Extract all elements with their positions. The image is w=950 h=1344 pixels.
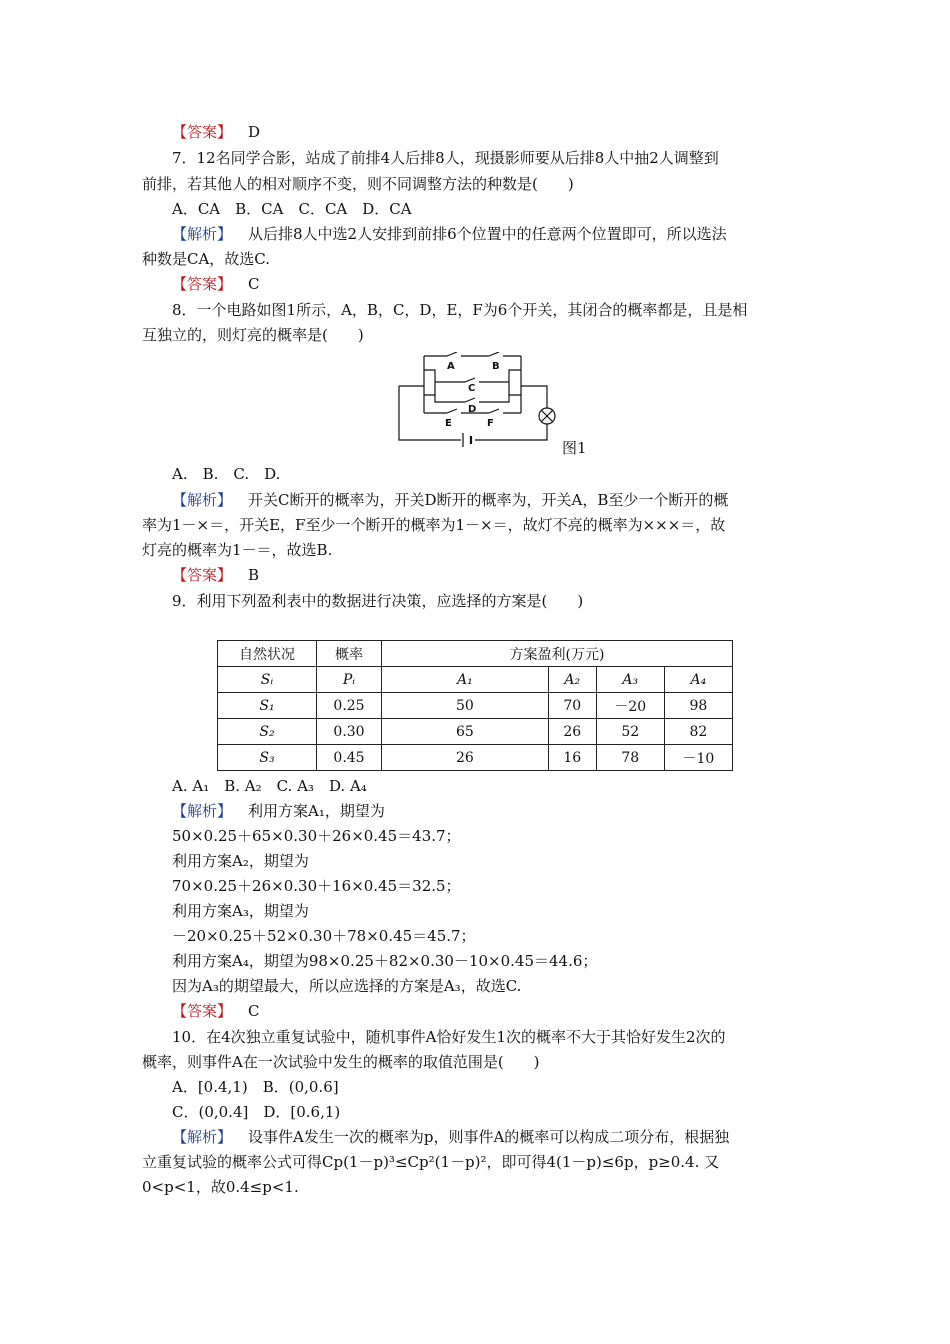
explanation-tag: 【解析】 (172, 225, 233, 243)
table-cell: 52 (596, 719, 664, 745)
table-header-cell: 概率 (317, 641, 382, 667)
answer-tag: 【答案】 (172, 275, 233, 293)
circuit-wire (509, 370, 521, 395)
explanation-text: 从后排8人中选2人安排到前排6个位置中的任意两个位置即可，所以选法 (248, 225, 727, 243)
circuit-wire (424, 370, 435, 395)
table-header-cell: Pᵢ (317, 667, 382, 693)
figure-label: 图1 (562, 439, 587, 457)
explanation-9-line-7: 利用方案A₄，期望为98×0.25＋82×0.30－10×0.45＝44.6； (172, 952, 598, 970)
answer-tag: 【答案】 (172, 123, 233, 141)
question-9-options: A. A₁ B. A₂ C. A₃ D. A₄ (172, 777, 367, 795)
question-8-line-2: 互独立的，则灯亮的概率是( ) (142, 326, 364, 344)
table-cell: S₂ (218, 719, 317, 745)
table-cell: 70 (548, 693, 596, 719)
question-7-line-1: 7．12名同学合影，站成了前排4人后排8人，现摄影师要从后排8人中抽2人调整到 (172, 149, 719, 167)
table-cell: 50 (382, 693, 549, 719)
table-cell: 78 (596, 745, 664, 771)
table-header-cell: A₃ (596, 667, 664, 693)
question-10-line-2: 概率，则事件A在一次试验中发生的概率的取值范围是( ) (142, 1053, 540, 1071)
table-header-cell: A₂ (548, 667, 596, 693)
table-cell: －20 (596, 693, 664, 719)
answer-line (172, 1001, 260, 1021)
question-8-line-1: 8．一个电路如图1所示，A，B，C，D，E，F为6个开关，其闭合的概率都是，且是相 (172, 301, 748, 319)
answer-value: C (248, 1002, 260, 1020)
table-cell: 16 (548, 745, 596, 771)
explanation-8-line-1 (172, 490, 728, 510)
switch-d (465, 398, 475, 402)
table-cell: 0.45 (317, 745, 382, 771)
switch-label-b: B (492, 361, 500, 372)
circuit-wire (479, 395, 509, 402)
explanation-10-line-1 (172, 1127, 729, 1147)
table-header-cell: 自然状况 (218, 641, 317, 667)
question-10-options-2: C．(0,0.4] D．[0.6,1) (172, 1103, 341, 1121)
explanation-text: 设事件A发生一次的概率为p，则事件A的概率可以构成二项分布，根据独 (248, 1128, 730, 1146)
table-header-cell: A₁ (382, 667, 549, 693)
table-row (218, 693, 733, 719)
table-header-row (218, 641, 733, 667)
answer-line (172, 122, 260, 142)
table-cell: 98 (664, 693, 732, 719)
switch-e (447, 409, 457, 413)
circuit-diagram (395, 352, 570, 452)
table-cell: 65 (382, 719, 549, 745)
switch-b (489, 352, 499, 356)
explanation-7-line-2: 种数是CA，故选C. (142, 250, 271, 268)
profit-table (217, 640, 733, 771)
circuit-wire (521, 386, 547, 408)
explanation-7-line-1 (172, 224, 727, 244)
switch-label-f: F (487, 418, 494, 429)
switch-label-d: D (468, 404, 477, 415)
answer-value: D (248, 123, 261, 141)
table-header-cell: 方案盈利(万元) (382, 641, 733, 667)
answer-tag: 【答案】 (172, 1002, 233, 1020)
table-row (218, 745, 733, 771)
explanation-text: 开关C断开的概率为，开关D断开的概率为，开关A，B至少一个断开的概 (248, 491, 729, 509)
explanation-10-line-2: 立重复试验的概率公式可得Cp(1－p)³≤Cp²(1－p)²，即可得4(1－p)≤6p，p≥0.4. 又 (142, 1153, 720, 1171)
explanation-tag: 【解析】 (172, 802, 233, 820)
explanation-9-line-6: －20×0.25＋52×0.30＋78×0.45＝45.7； (172, 927, 476, 945)
switch-f (489, 409, 499, 413)
question-7-line-2: 前排，若其他人的相对顺序不变，则不同调整方法的种数是( ) (142, 175, 574, 193)
question-10-line-1: 10．在4次独立重复试验中，随机事件A恰好发生1次的概率不大于其恰好发生2次的 (172, 1028, 726, 1046)
question-10-options-1: A．[0.4,1) B．(0,0.6] (172, 1078, 339, 1096)
circuit-wire (435, 395, 465, 402)
table-cell: 82 (664, 719, 732, 745)
explanation-9-line-3: 利用方案A₂，期望为 (172, 852, 309, 870)
answer-value: B (248, 566, 260, 584)
table-cell: 0.30 (317, 719, 382, 745)
explanation-text: 利用方案A₁，期望为 (248, 802, 385, 820)
table-row (218, 719, 733, 745)
table-header-cell: A₄ (664, 667, 732, 693)
answer-line (172, 565, 259, 585)
switch-c (465, 378, 475, 382)
question-8-options: A. B. C. D. (172, 465, 281, 483)
explanation-9-line-2: 50×0.25＋65×0.30＋26×0.45＝43.7； (172, 827, 461, 845)
table-cell: 0.25 (317, 693, 382, 719)
explanation-9-line-5: 利用方案A₃，期望为 (172, 902, 309, 920)
explanation-tag: 【解析】 (172, 491, 233, 509)
explanation-tag: 【解析】 (172, 1128, 233, 1146)
explanation-9-line-1 (172, 801, 385, 821)
answer-tag: 【答案】 (172, 566, 233, 584)
table-header-row (218, 667, 733, 693)
table-cell: －10 (664, 745, 732, 771)
table-cell: S₁ (218, 693, 317, 719)
table-header-cell: Sᵢ (218, 667, 317, 693)
explanation-8-line-2: 率为1－×＝，开关E，F至少一个断开的概率为1－×＝，故灯不亮的概率为×××＝，故 (142, 516, 726, 534)
explanation-9-line-8: 因为A₃的期望最大，所以应选择的方案是A₃，故选C. (172, 977, 522, 995)
switch-label-e: E (445, 418, 452, 429)
table-cell: 26 (548, 719, 596, 745)
explanation-8-line-3: 灯亮的概率为1－＝，故选B. (142, 541, 333, 559)
table-cell: S₃ (218, 745, 317, 771)
circuit-wire (475, 424, 547, 440)
explanation-10-line-3: 0<p<1，故0.4≤p<1. (142, 1178, 299, 1196)
table-cell: 26 (382, 745, 549, 771)
switch-label-c: C (468, 383, 476, 394)
switch-a (447, 352, 457, 356)
explanation-9-line-4: 70×0.25＋26×0.30＋16×0.45＝32.5； (172, 877, 461, 895)
answer-value: C (248, 275, 260, 293)
question-7-options: A．CA B．CA C．CA D．CA (172, 200, 412, 218)
answer-line (172, 274, 260, 294)
switch-label-a: A (447, 361, 455, 372)
question-9-line-1: 9．利用下列盈利表中的数据进行决策，应选择的方案是( ) (172, 592, 584, 610)
